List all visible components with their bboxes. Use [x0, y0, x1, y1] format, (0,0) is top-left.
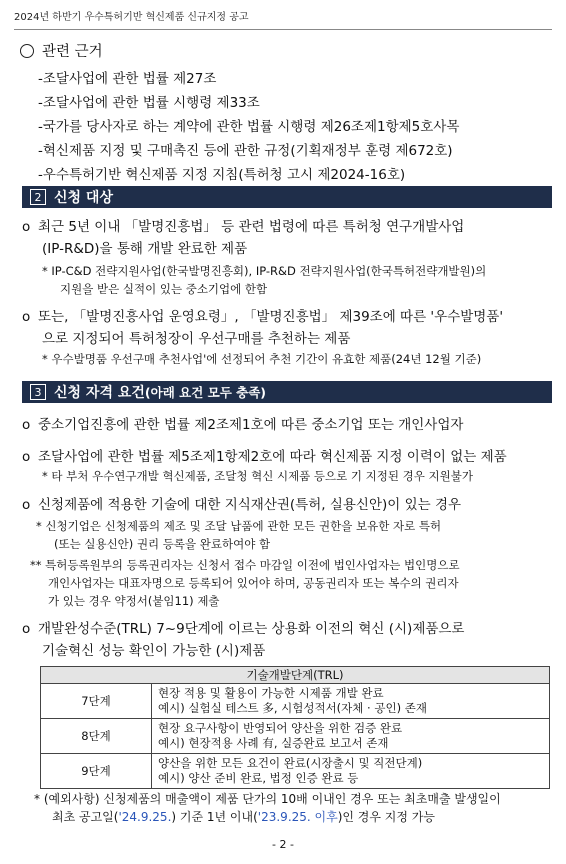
footnote: * 신청기업은 신청제품의 제조 및 조달 납품에 관한 모든 권한을 보유한 자로 특허 (또는 실용신안) 권리 등록을 완료하여야 함	[36, 519, 442, 551]
page-number: - 2 -	[272, 838, 294, 851]
o-bullet-icon: o	[22, 497, 31, 513]
trl-description: 양산을 위한 모든 요건이 완료(시장출시 및 직전단계) 예시) 양산 준비 완료, 법정 인증 완료 등	[152, 754, 550, 789]
section-title: 신청 대상	[54, 190, 113, 206]
o-bullet-icon: o	[22, 449, 31, 465]
document-title: 2024년 하반기 우수특허기반 혁신제품 신규지정 공고	[14, 12, 249, 23]
document-header	[14, 8, 552, 30]
o-bullet-icon: o	[22, 621, 31, 637]
trl-stage: 8단계	[41, 719, 152, 754]
section-3-heading	[22, 381, 552, 403]
footnote: ** 특허등록원부의 등록권리자는 신청서 접수 마감일 이전에 법인사업자는 법인명으로 개인사업자는 대표자명으로 등록되어 있어야 하며, 공동권리자 또는 복수의 권리자 가 있는 경우 약정서(붙임11) 제출	[30, 558, 460, 608]
basis-item: -조달사업에 관한 법률 제27조	[38, 71, 217, 87]
table-row	[41, 719, 550, 754]
eligibility-item: o 또는, 「발명진흥사업 운영요령」, 「발명진흥법」 제39조에 따른 '우수발명품' 으로 지정되어 특허청장이 우선구매를 추천하는 제품	[22, 306, 552, 350]
trl-description: 현장 적용 및 활용이 가능한 시제품 개발 완료 예시) 실험실 테스트 多, 시험성적서(자체 · 공인) 존재	[152, 684, 550, 719]
basis-item: -혁신제품 지정 및 구매촉진 등에 관한 규정(기획재정부 훈령 제672호)	[38, 143, 453, 159]
circle-bullet-icon	[20, 44, 34, 58]
trl-table-header: 기술개발단계(TRL)	[41, 667, 550, 684]
o-bullet-icon: o	[22, 417, 31, 433]
basis-section	[20, 40, 552, 187]
qualification-item: o 중소기업진흥에 관한 법률 제2조제1호에 따른 중소기업 또는 개인사업자	[22, 414, 552, 436]
eligibility-item: o 최근 5년 이내 「발명진흥법」 등 관련 법령에 따른 특허청 연구개발사업 (IP-R&D)을 통해 개발 완료한 제품	[22, 216, 552, 260]
basis-item: -국가를 당사자로 하는 계약에 관한 법률 시행령 제26조제1항제5호사목	[38, 119, 460, 135]
exception-footnote: * (예외사항) 신청제품의 매출액이 제품 단가의 10배 이내인 경우 또는 최초매출 발생일이 최초 공고일('24.9.25.) 기준 1년 이내('23.9.25. 이후)인 경우 지정 가능	[34, 792, 501, 824]
section-number: 3	[30, 384, 46, 400]
trl-table	[40, 666, 550, 789]
section-title: 신청 자격 요건	[54, 385, 145, 401]
o-bullet-icon: o	[22, 219, 31, 235]
section-subtitle: (아래 요건 모두 충족)	[144, 385, 266, 400]
trl-stage: 9단계	[41, 754, 152, 789]
footnote: * 우수발명품 우선구매 추천사업'에 선정되어 추천 기간이 유효한 제품(24년 12월 기준)	[42, 352, 482, 366]
basis-item: -조달사업에 관한 법률 시행령 제33조	[38, 95, 260, 111]
trl-stage: 7단계	[41, 684, 152, 719]
qualification-item: o 개발완성수준(TRL) 7~9단계에 이르는 상용화 이전의 혁신 (시)제품으로 기술혁신 성능 확인이 가능한 (시)제품	[22, 618, 552, 662]
trl-description: 현장 요구사항이 반영되어 양산을 위한 검증 완료 예시) 현장적용 사례 有, 실증완료 보고서 존재	[152, 719, 550, 754]
section-number: 2	[30, 189, 46, 205]
basis-heading	[20, 40, 552, 61]
table-row	[41, 754, 550, 789]
basis-title: 관련 근거	[42, 44, 103, 60]
qualification-item: o 조달사업에 관한 법률 제5조제1항제2호에 따라 혁신제품 지정 이력이 없는 제품	[22, 446, 552, 468]
table-row	[41, 684, 550, 719]
footnote: * IP-C&D 전략지원사업(한국발명진흥회), IP-R&D 전략지원사업(한국특허전략개발원)의 지원을 받은 실적이 있는 중소기업에 한함	[42, 264, 487, 296]
o-bullet-icon: o	[22, 309, 31, 325]
basis-item: -우수특허기반 혁신제품 지정 지침(특허청 고시 제2024-16호)	[38, 167, 406, 183]
section-2-heading	[22, 186, 552, 208]
qualification-item: o 신청제품에 적용한 기술에 대한 지식재산권(특허, 실용신안)이 있는 경우	[22, 494, 552, 516]
footnote: * 타 부처 우수연구개발 혁신제품, 조달청 혁신 시제품 등으로 기 지정된 경우 지원불가	[42, 469, 473, 483]
